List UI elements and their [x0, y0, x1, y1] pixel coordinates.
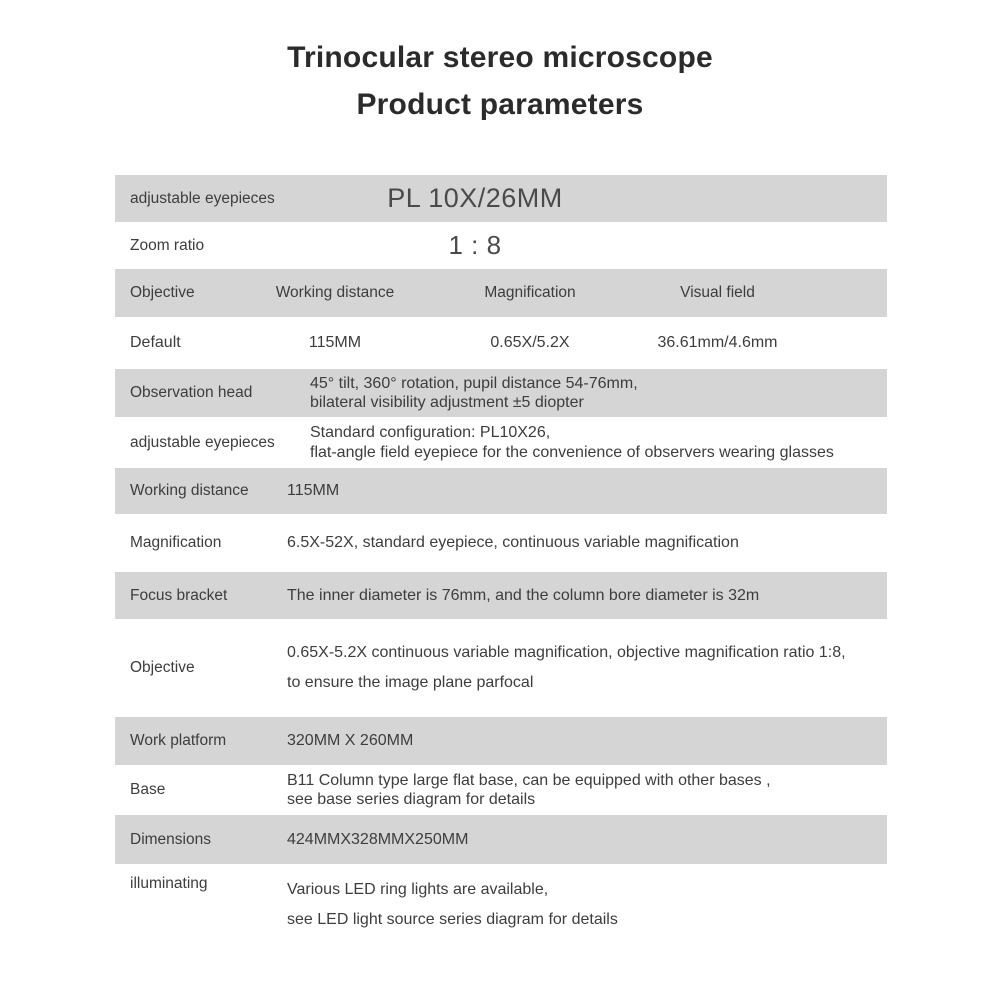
spec-value: [287, 638, 846, 698]
spec-label: Observation head: [130, 384, 253, 401]
spec-label: adjustable eyepieces: [130, 189, 275, 207]
spec-value: [287, 771, 771, 810]
spec-row-adjustable-eyepieces: [115, 175, 887, 222]
spec-value: 115MM: [287, 482, 340, 499]
cell-magnification: 0.65X/5.2X: [490, 334, 570, 351]
spec-value-line: to ensure the image plane parfocal: [287, 674, 534, 691]
spec-value: 424MMX328MMX250MM: [287, 830, 469, 848]
spec-row-illuminating: [115, 864, 887, 944]
column-header-magnification: Magnification: [484, 284, 576, 301]
spec-label: Focus bracket: [130, 586, 228, 604]
column-header-visual-field: Visual field: [680, 284, 755, 301]
spec-value: [310, 374, 638, 413]
column-header-objective: Objective: [130, 284, 195, 301]
spec-value-line: see LED light source series diagram for details: [287, 911, 618, 928]
page-title: [0, 34, 1000, 128]
spec-label: adjustable eyepieces: [130, 433, 275, 451]
spec-row-work-platform: [115, 717, 887, 765]
spec-value-line: Various LED ring lights are available,: [287, 881, 549, 898]
spec-row-focus-bracket: [115, 572, 887, 619]
spec-label: illuminating: [130, 875, 208, 892]
spec-header-row: [115, 269, 887, 317]
spec-value-line: flat-angle field eyepiece for the convenience of observers wearing glasses: [310, 443, 834, 461]
spec-table: [115, 175, 887, 944]
column-header-working-distance: Working distance: [275, 284, 395, 301]
spec-value: PL 10X/26MM: [387, 183, 563, 213]
spec-value-line: B11 Column type large flat base, can be equipped with other bases ,: [287, 771, 771, 789]
spec-value: [287, 875, 618, 935]
page-title-line1: Trinocular stereo microscope: [287, 41, 713, 74]
cell-working-distance: 115MM: [308, 334, 362, 351]
spec-value: [310, 423, 834, 462]
spec-label: Work platform: [130, 732, 227, 749]
spec-label: Dimensions: [130, 830, 211, 848]
spec-row-zoom-ratio: [115, 222, 887, 269]
cell-visual-field: 36.61mm/4.6mm: [657, 334, 778, 351]
spec-value-line: Standard configuration: PL10X26,: [310, 424, 551, 441]
spec-value: The inner diameter is 76mm, and the column bore diameter is 32m: [287, 586, 760, 604]
spec-value: 6.5X-52X, standard eyepiece, continuous variable magnification: [287, 534, 739, 551]
spec-row-dimensions: [115, 815, 887, 864]
spec-label: Zoom ratio: [130, 236, 205, 254]
spec-row-default: [115, 317, 887, 369]
spec-row-magnification: [115, 514, 887, 572]
spec-row-base: [115, 765, 887, 815]
spec-row-adjustable-eyepieces-detail: [115, 417, 887, 468]
page-title-line2: Product parameters: [356, 88, 644, 121]
cell-default: Default: [130, 334, 181, 351]
spec-value-line: see base series diagram for details: [287, 791, 536, 808]
spec-row-observation-head: [115, 369, 887, 417]
spec-value-line: 45° tilt, 360° rotation, pupil distance 54-76mm,: [310, 374, 638, 392]
spec-label: Objective: [130, 659, 195, 676]
spec-label: Base: [130, 781, 166, 798]
spec-value-line: 0.65X-5.2X continuous variable magnification, objective magnification ratio 1:8,: [287, 644, 846, 661]
spec-value-line: bilateral visibility adjustment ±5 diopter: [310, 394, 584, 411]
spec-label: Magnification: [130, 534, 222, 551]
spec-value: 1 : 8: [448, 230, 502, 260]
spec-row-objective: [115, 619, 887, 717]
spec-label: Working distance: [130, 482, 249, 499]
spec-row-working-distance: [115, 468, 887, 514]
spec-value: 320MM X 260MM: [287, 732, 414, 749]
